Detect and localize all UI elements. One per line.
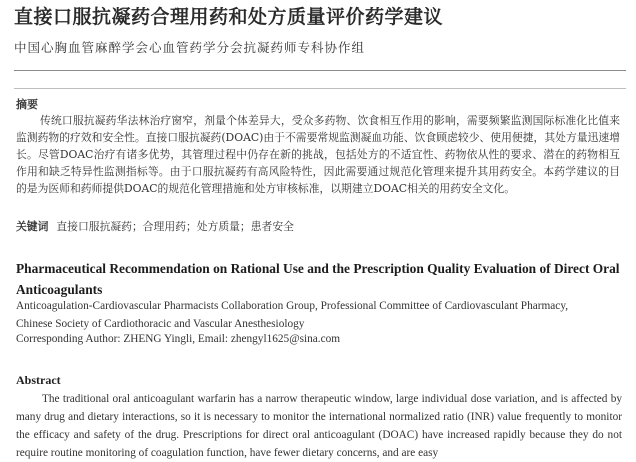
paper-title-chinese: 直接口服抗凝药合理用药和处方质量评价药学建议 [14,6,444,28]
abstract-body-english: The traditional oral anticoagulant warfarin has a narrow therapeutic window, large individual dose variation, and is affected by many drug and dietary interactions, so it is necessary to monitor the international normalized ratio (INR) value frequently to monitor the efficacy and safety of the drug. Prescriptions for direct oral anticoagulant (DOAC) have increased rapidly because they do not require routine monitoring of coagulation function, have fewer dietary concerns, and are easy [16,393,622,459]
abstract-body-chinese: 传统口服抗凝药华法林治疗窗窄，剂量个体差异大，受众多药物、饮食相互作用的影响，需要频繁监测国际标准化比值来监测药物的疗效和安全性。直接口服抗凝药(DOAC)由于不需要常规监测凝血功能、饮食顾虑较少、使用便捷，其处方量迅速增长。尽管DOAC治疗有诸多优势，其管理过程中仍存在新的挑战，包括处方的不适宜性、药物依从性的要求、潜在的药物相互作用和缺乏特异性监测指标等。由于口服抗凝药有高风险特性，因此需要通过规范化管理来提升其用药安全。本药学建议的目的是为医师和药师提供DOAC的规范化管理措施和处方审核标准，以期建立DOAC相关的用药安全文化。 [16,114,620,196]
abstract-heading-chinese: 摘要 [16,98,38,111]
header-divider-thin [14,88,626,89]
keywords-chinese [16,219,620,234]
author-affiliation-english [16,298,622,333]
affiliation-line: Anticoagulation-Cardiovascular Pharmacists Collaboration Group, Professional Committee of Cardiovasculant Pharmacy, [16,300,569,312]
abstract-heading-english: Abstract [16,373,61,387]
corresponding-author: Corresponding Author: ZHENG Yingli, Email: zhengyl1625@sina.com [16,333,341,345]
paper-title-english: Pharmaceutical Recommendation on Rational Use and the Prescription Quality Evaluation of Direct Oral Anticoagulants [16,261,620,297]
affiliation-line: Chinese Society of Cardiothoracic and Vascular Anesthesiology [16,317,305,330]
keywords-text: 直接口服抗凝药；合理用药；处方质量；患者安全 [56,220,294,233]
keywords-label: 关键词 [16,220,49,233]
header-divider [14,70,626,71]
author-group-chinese: 中国心胸血管麻醉学会心血管药学分会抗凝药师专科协作组 [14,40,366,55]
